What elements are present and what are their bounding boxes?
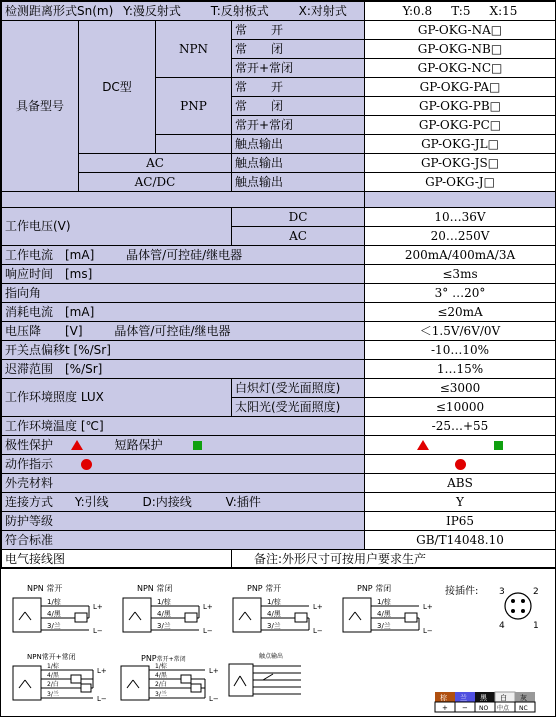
drop-sub: 晶体管/可控硅/继电器 — [114, 323, 231, 338]
svg-text:L+: L+ — [97, 667, 107, 675]
model-ac-relay: GP-OKG-JS□ — [365, 154, 556, 173]
consumption-label: 消耗电流 [mA] — [2, 303, 365, 322]
svg-text:中点: 中点 — [497, 705, 510, 712]
protection-value — [365, 436, 556, 455]
svg-text:兰: 兰 — [460, 694, 467, 702]
wire-color-legend — [435, 692, 535, 712]
diffuse-label: Y:漫反射式 — [123, 3, 181, 18]
svg-text:1/棕: 1/棕 — [155, 663, 167, 670]
short-square-icon — [193, 441, 202, 450]
detection-title: 检测距离形式Sn(m) — [5, 3, 114, 18]
npn-no-label: 常 开 — [232, 21, 365, 40]
svg-text:3/兰: 3/兰 — [157, 622, 171, 630]
drop-value: ＜1.5V/6V/0V — [365, 322, 556, 341]
svg-text:3/兰: 3/兰 — [47, 691, 59, 698]
offset-label: 开关点偏移t [%/Sr] — [2, 341, 365, 360]
connection-cell — [2, 493, 365, 512]
svg-text:4/黑: 4/黑 — [157, 610, 171, 618]
diagram-npn-nc — [123, 583, 213, 635]
svg-text:2: 2 — [533, 587, 539, 597]
diagram-pnp-nonc — [121, 654, 219, 703]
diagram-npn-no — [13, 583, 103, 635]
pnp-label: PNP — [156, 78, 232, 135]
svg-text:L+: L+ — [203, 603, 213, 611]
spec-table — [1, 1, 556, 569]
svg-text:+: + — [442, 704, 448, 712]
short-square-icon — [494, 441, 503, 450]
voltage-label: 工作电压(V) — [2, 208, 232, 246]
voltage-dc-value: 10…36V — [365, 208, 556, 227]
detection-range-cell — [2, 2, 365, 21]
svg-text:4/黑: 4/黑 — [47, 672, 59, 679]
model-pnp-no: GP-OKG-PA□ — [365, 78, 556, 97]
svg-text:1/棕: 1/棕 — [157, 598, 171, 606]
svg-text:1/棕: 1/棕 — [47, 598, 61, 606]
diagram-pnp-no — [233, 583, 323, 635]
model-dc-relay: GP-OKG-JL□ — [365, 135, 556, 154]
lux-incandescent-value: ≤3000 — [365, 379, 556, 398]
svg-text:NPN常开+常闭: NPN常开+常闭 — [27, 653, 76, 661]
svg-text:棕: 棕 — [440, 694, 447, 702]
angle-value: 3° …20° — [365, 284, 556, 303]
svg-text:NPN 常闭: NPN 常闭 — [137, 584, 173, 593]
diagram-pnp-nc — [343, 583, 433, 635]
svg-text:1/棕: 1/棕 — [267, 598, 281, 606]
voltage-dc-label: DC — [232, 208, 365, 227]
connection-y: Y:引线 — [74, 494, 109, 509]
svg-text:灰: 灰 — [520, 694, 527, 702]
svg-text:L−: L− — [97, 695, 107, 703]
model-acdc-relay: GP-OKG-J□ — [365, 173, 556, 192]
diagram-npn-nonc — [13, 652, 107, 703]
offset-value: -10…10% — [365, 341, 556, 360]
short-label: 短路保护 — [114, 437, 163, 452]
indicator-value — [365, 455, 556, 474]
svg-text:PNP 常闭: PNP 常闭 — [357, 584, 392, 593]
angle-label: 指向角 — [2, 284, 365, 303]
svg-text:NO: NO — [479, 705, 489, 712]
svg-text:3/兰: 3/兰 — [47, 622, 61, 630]
standard-label: 符合标准 — [2, 531, 365, 550]
protection-cell — [2, 436, 365, 455]
current-sub: 晶体管/可控硅/继电器 — [126, 247, 243, 262]
connector-icon — [505, 593, 531, 619]
svg-text:2/白: 2/白 — [47, 681, 59, 688]
svg-text:3/兰: 3/兰 — [267, 622, 281, 630]
ac-relay-label: 触点输出 — [232, 154, 365, 173]
connection-value: Y — [365, 493, 556, 512]
ac-label: AC — [79, 154, 232, 173]
svg-text:白: 白 — [500, 694, 507, 702]
ip-value: IP65 — [365, 512, 556, 531]
svg-text:PNP 常开: PNP 常开 — [247, 584, 282, 593]
wiring-diagrams — [1, 567, 555, 717]
polarity-triangle-icon — [417, 440, 429, 450]
svg-text:3/兰: 3/兰 — [155, 691, 167, 698]
polarity-label: 极性保护 — [5, 437, 54, 452]
model-pnp-nonc: GP-OKG-PC□ — [365, 116, 556, 135]
current-value: 200mA/400mA/3A — [365, 246, 556, 265]
svg-text:4/黑: 4/黑 — [47, 610, 61, 618]
current-label: 工作电流 [mA] — [5, 247, 95, 262]
svg-text:L−: L− — [203, 627, 213, 635]
connection-v: V:插件 — [225, 494, 261, 509]
temp-label: 工作环境温度 [℃] — [2, 417, 365, 436]
npn-label: NPN — [156, 21, 232, 78]
svg-text:2/白: 2/白 — [155, 681, 167, 688]
header-row — [2, 2, 556, 21]
pnp-no-label: 常 开 — [232, 78, 365, 97]
svg-text:NPN 常开: NPN 常开 — [27, 584, 63, 593]
model-npn-no: GP-OKG-NA□ — [365, 21, 556, 40]
svg-text:3: 3 — [499, 587, 505, 597]
detection-values: Y:0.8 T:5 X:15 — [365, 2, 556, 21]
acdc-relay-label: 触点输出 — [232, 173, 365, 192]
model-npn-nc: GP-OKG-NB□ — [365, 40, 556, 59]
pnp-nc-label: 常 闭 — [232, 97, 365, 116]
acdc-label: AC/DC — [79, 173, 232, 192]
svg-text:L+: L+ — [93, 603, 103, 611]
model-npn-nonc: GP-OKG-NC□ — [365, 59, 556, 78]
current-cell — [2, 246, 365, 265]
svg-text:3/兰: 3/兰 — [377, 622, 391, 630]
svg-text:L−: L− — [209, 695, 219, 703]
model-group-label: 具备型号 — [2, 21, 79, 192]
indicator-led-icon — [81, 459, 92, 470]
svg-text:4: 4 — [499, 621, 505, 631]
response-value: ≤3ms — [365, 265, 556, 284]
svg-text:1/棕: 1/棕 — [47, 663, 59, 670]
dc-type-label: DC型 — [79, 21, 156, 154]
npn-nc-label: 常 闭 — [232, 40, 365, 59]
svg-text:L+: L+ — [209, 667, 219, 675]
temp-value: -25…+55 — [365, 417, 556, 436]
diagram-relay — [229, 652, 301, 696]
indicator-led-icon — [455, 459, 466, 470]
svg-text:黑: 黑 — [480, 694, 487, 702]
consumption-value: ≤20mA — [365, 303, 556, 322]
svg-text:1/棕: 1/棕 — [377, 598, 391, 606]
svg-text:L−: L− — [313, 627, 323, 635]
svg-text:1: 1 — [533, 621, 539, 631]
svg-text:4/黑: 4/黑 — [377, 610, 391, 618]
dc-relay-label: 触点输出 — [232, 135, 365, 154]
drop-label: 电压降 [V] — [5, 323, 83, 338]
pnp-nonc-label: 常开+常闭 — [232, 116, 365, 135]
svg-text:4/黑: 4/黑 — [267, 610, 281, 618]
svg-text:NC: NC — [519, 705, 528, 712]
svg-text:L+: L+ — [423, 603, 433, 611]
model-pnp-nc: GP-OKG-PB□ — [365, 97, 556, 116]
svg-text:PNP常开+常闭: PNP常开+常闭 — [141, 654, 186, 663]
voltage-ac-label: AC — [232, 227, 365, 246]
hysteresis-value: 1…15% — [365, 360, 556, 379]
housing-label: 外壳材料 — [2, 474, 365, 493]
svg-text:L−: L− — [93, 627, 103, 635]
response-label: 响应时间 [ms] — [2, 265, 365, 284]
wiring-label: 电气接线图 — [2, 550, 232, 569]
connector-pinout — [445, 584, 539, 631]
svg-text:接插件:: 接插件: — [445, 586, 479, 597]
reflector-label: T:反射板式 — [210, 3, 269, 18]
indicator-cell — [2, 455, 365, 474]
indicator-label: 动作指示 — [5, 456, 54, 471]
housing-value: ABS — [365, 474, 556, 493]
svg-text:−: − — [462, 704, 468, 712]
lux-sun-label: 太阳光(受光面照度) — [232, 398, 365, 417]
polarity-triangle-icon — [71, 440, 83, 450]
lux-label: 工作环境照度 LUX — [2, 379, 232, 417]
hysteresis-label: 迟滞范围 [%/Sr] — [2, 360, 365, 379]
svg-text:4/黑: 4/黑 — [155, 672, 167, 679]
wiring-diagram-svg — [1, 568, 555, 717]
lux-incandescent-label: 白炽灯(受光面照度) — [232, 379, 365, 398]
svg-text:L−: L− — [423, 627, 433, 635]
note-text: 备注:外形尺寸可按用户要求生产 — [232, 550, 556, 569]
connection-d: D:内接线 — [142, 494, 192, 509]
lux-sun-value: ≤10000 — [365, 398, 556, 417]
voltage-ac-value: 20…250V — [365, 227, 556, 246]
svg-text:L+: L+ — [313, 603, 323, 611]
standard-value: GB/T14048.10 — [365, 531, 556, 550]
npn-nonc-label: 常开+常闭 — [232, 59, 365, 78]
ip-label: 防护等级 — [2, 512, 365, 531]
drop-cell — [2, 322, 365, 341]
through-beam-label: X:对射式 — [298, 3, 347, 18]
connection-label: 连接方式 — [5, 494, 54, 509]
svg-text:触点输出: 触点输出 — [259, 653, 284, 660]
